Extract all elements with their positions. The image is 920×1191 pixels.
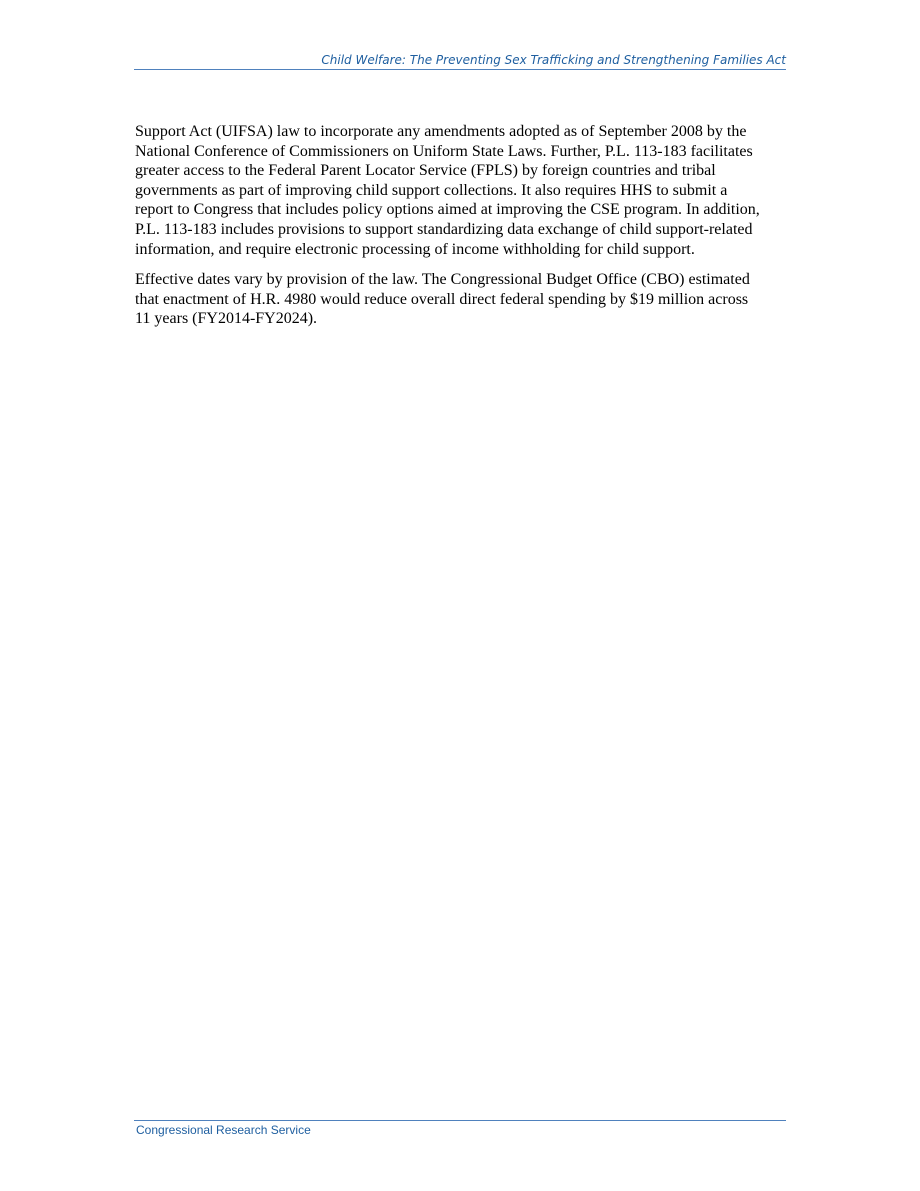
running-footer: Congressional Research Service [136, 1123, 311, 1137]
footer-divider [134, 1120, 786, 1121]
body-paragraph-2: Effective dates vary by provision of the law. The Congressional Budget Office (CBO) estimated that enactment of H.R. 4980 would reduce overall direct federal spending by $19 million across 11 years (FY2014-FY2024). [135, 271, 750, 328]
document-body [135, 122, 787, 340]
header-divider [134, 69, 786, 70]
body-paragraph-1: Support Act (UIFSA) law to incorporate any amendments adopted as of September 2008 by the National Conference of Commissioners on Uniform State Laws. Further, P.L. 113-183 facilitates greater access to the Federal Parent Locator Service (FPLS) by foreign countries and tribal governments as part of improving child support collections. It also requires HHS to submit a report to Congress that includes policy options aimed at improving the CSE program. In addition, P.L. 113-183 includes provisions to support standardizing data exchange of child support-related information, and require electronic processing of income withholding for child support. [135, 123, 760, 258]
running-header: Child Welfare: The Preventing Sex Trafficking and Strengthening Families Act [321, 53, 786, 67]
